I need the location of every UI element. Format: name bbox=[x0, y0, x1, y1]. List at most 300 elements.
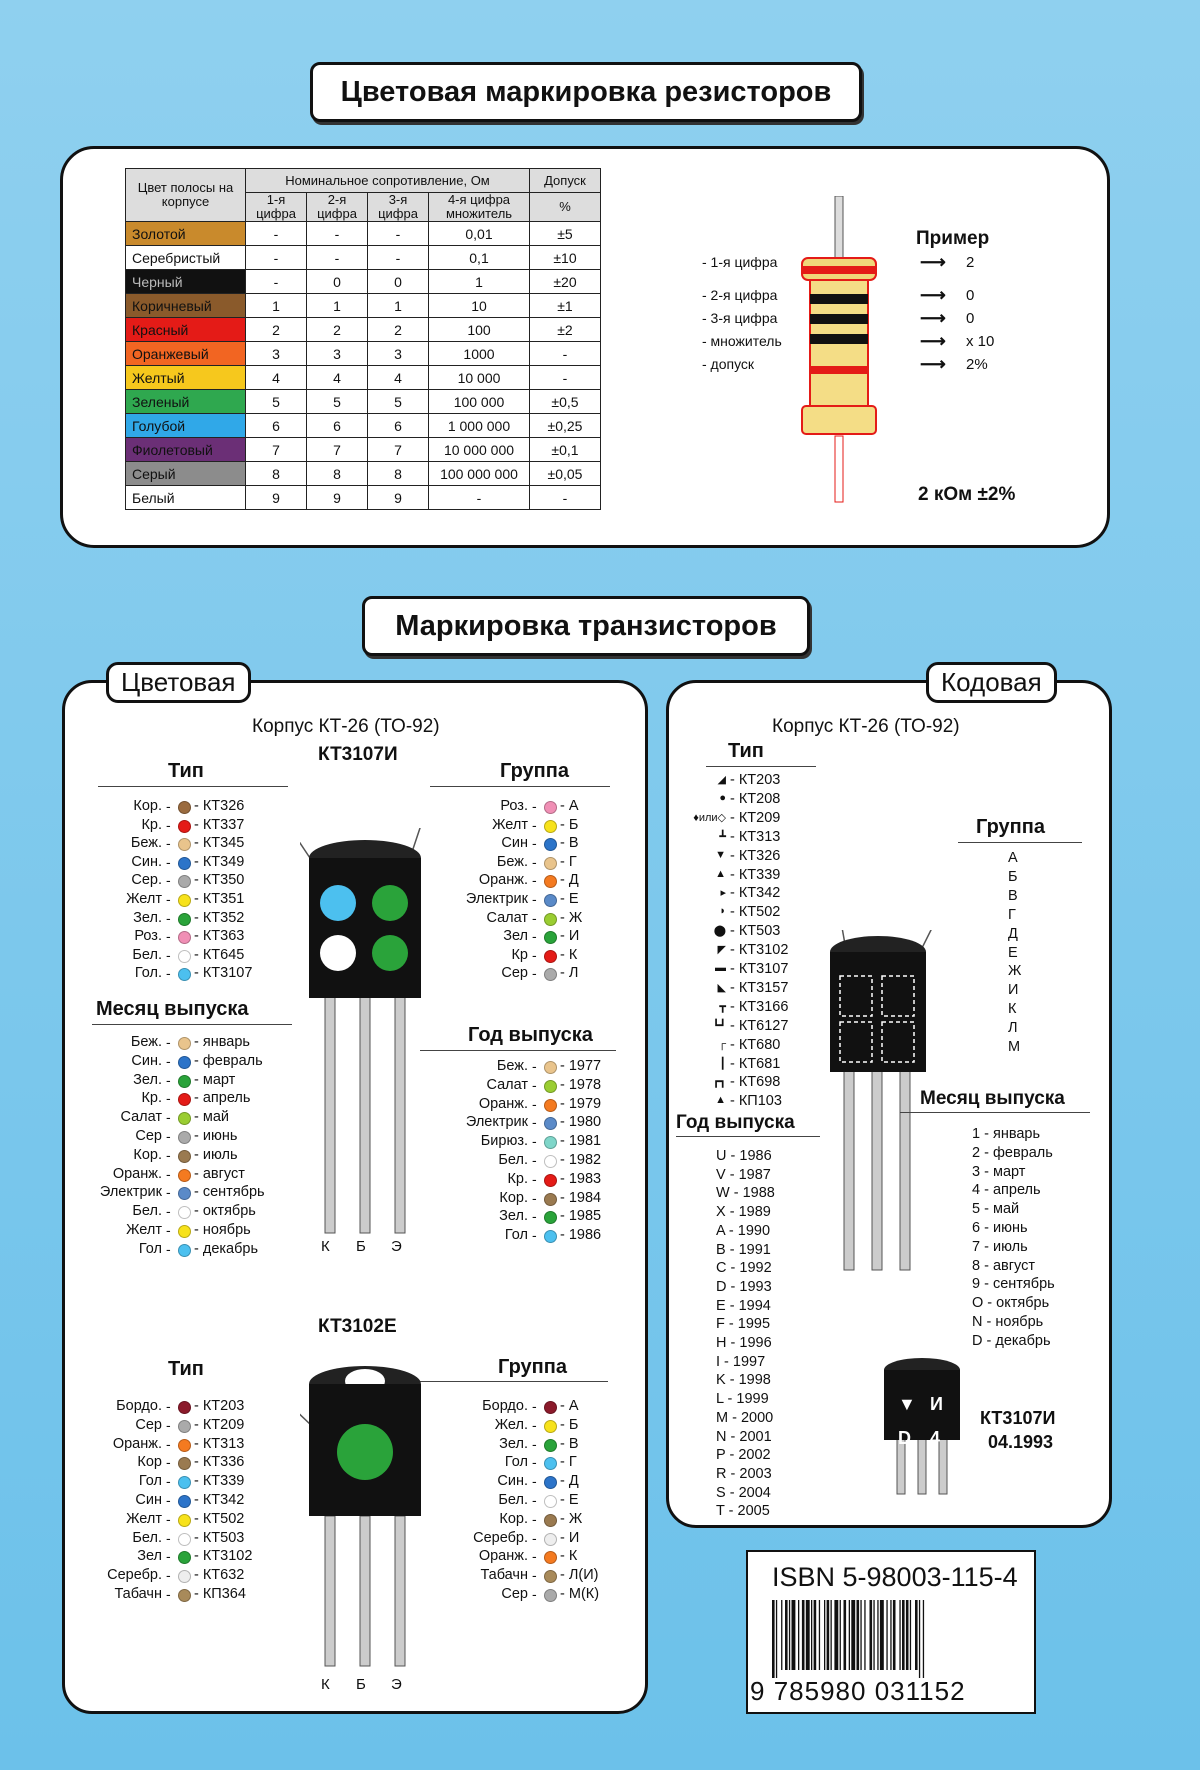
code-type-value: - КТ208 bbox=[730, 790, 781, 807]
dash: - bbox=[166, 1510, 171, 1527]
color-value: - 1979 bbox=[560, 1095, 602, 1112]
pin-label: Э bbox=[391, 1676, 402, 1693]
dash: - bbox=[532, 1076, 537, 1093]
code-example-mark: D bbox=[898, 1428, 911, 1448]
case-label-code: Корпус КТ-26 (ТО-92) bbox=[772, 716, 960, 737]
color-dot bbox=[544, 894, 557, 907]
color-value: - А bbox=[560, 1398, 579, 1414]
color-value: - КТ3102 bbox=[194, 1548, 253, 1565]
code-year-row: T - 2005 bbox=[716, 1503, 770, 1520]
code-year-row: M - 2000 bbox=[716, 1409, 774, 1426]
value-cell: 8 bbox=[368, 462, 429, 486]
color-value: - К bbox=[560, 1548, 578, 1565]
color-value: - КТ645 bbox=[194, 946, 245, 963]
value-cell: 0,1 bbox=[429, 246, 530, 270]
color-dot bbox=[178, 1150, 191, 1163]
color-code: Кор bbox=[137, 1454, 162, 1471]
value-cell: 6 bbox=[246, 414, 307, 438]
color-dot bbox=[544, 1401, 557, 1414]
code-type-value: - КТ209 bbox=[730, 809, 781, 826]
code-month-row: 5 - май bbox=[972, 1201, 1020, 1218]
value-cell: 8 bbox=[246, 462, 307, 486]
value-cell: 5 bbox=[246, 390, 307, 414]
color-code: Гол bbox=[138, 1240, 162, 1257]
color-code: Беж. bbox=[496, 853, 528, 870]
color-code: Беж. bbox=[130, 835, 162, 852]
color-value: - 1978 bbox=[560, 1076, 602, 1093]
dash: - bbox=[166, 853, 171, 870]
color-code: Электрик bbox=[99, 1184, 162, 1201]
dash: - bbox=[166, 1548, 171, 1565]
code-type-value: - КТ339 bbox=[730, 866, 781, 883]
color-dot bbox=[178, 1037, 191, 1050]
color-value: - КТ352 bbox=[194, 909, 245, 926]
color-dot bbox=[178, 1495, 191, 1508]
color-dot bbox=[544, 950, 557, 963]
code-type-symbol: ♦или◇ bbox=[693, 811, 726, 824]
code-month-row: D - декабрь bbox=[972, 1332, 1051, 1349]
code-type-symbol: ┌ bbox=[718, 1037, 726, 1050]
code-type-symbol: ▲ bbox=[715, 1094, 726, 1107]
dash: - bbox=[532, 1058, 537, 1074]
dash: - bbox=[166, 835, 171, 852]
dash: - bbox=[532, 965, 537, 982]
dash: - bbox=[532, 872, 537, 889]
color-name-cell: Золотой bbox=[126, 222, 246, 246]
value-cell: ±10 bbox=[530, 246, 601, 270]
value-cell: ±1 bbox=[530, 294, 601, 318]
dash: - bbox=[166, 1222, 171, 1238]
value-cell: 7 bbox=[368, 438, 429, 462]
color-dot bbox=[544, 820, 557, 833]
color-code: Син bbox=[501, 835, 528, 852]
value-cell: 5 bbox=[307, 390, 368, 414]
example-arrow: ⟶ bbox=[920, 308, 946, 328]
group-dot bbox=[372, 885, 408, 921]
code-type-symbol: ┏┓ bbox=[712, 1076, 726, 1089]
color-code: Бел. bbox=[132, 946, 162, 963]
dash: - bbox=[532, 1435, 537, 1452]
dash: - bbox=[532, 1227, 537, 1244]
color-code: Бордо. bbox=[482, 1398, 528, 1414]
value-cell: 100 000 bbox=[429, 390, 530, 414]
band-5 bbox=[810, 366, 868, 374]
color-code: Бирюз. bbox=[480, 1133, 528, 1150]
value-cell: ±0,05 bbox=[530, 462, 601, 486]
code-type-symbol: ⬤ bbox=[713, 925, 726, 938]
code-group-letter: В bbox=[1008, 887, 1018, 904]
color-code: Электрик bbox=[465, 891, 528, 907]
code-year-row: P - 2002 bbox=[716, 1447, 771, 1464]
dash: - bbox=[166, 1090, 171, 1107]
code-group-letter: Б bbox=[1008, 868, 1018, 885]
color-value: - КТ632 bbox=[194, 1567, 245, 1584]
value-cell: 1 000 000 bbox=[429, 414, 530, 438]
color-code: Гол bbox=[504, 1454, 528, 1471]
color-name-cell: Черный bbox=[126, 270, 246, 294]
code-year-row: N - 2001 bbox=[716, 1428, 772, 1445]
color-value: - М(К) bbox=[560, 1586, 600, 1602]
value-cell: - bbox=[368, 246, 429, 270]
color-dot bbox=[178, 1420, 191, 1433]
value-cell: 7 bbox=[307, 438, 368, 462]
color-dot bbox=[178, 1401, 191, 1414]
value-cell: ±5 bbox=[530, 222, 601, 246]
color-value: - декабрь bbox=[194, 1240, 259, 1257]
code-example-model: КТ3107И bbox=[980, 1408, 1056, 1428]
value-cell: 0,01 bbox=[429, 222, 530, 246]
code-year-row: A - 1990 bbox=[716, 1222, 771, 1239]
resistor-color-table bbox=[125, 168, 601, 510]
color-value: - Ж bbox=[560, 909, 583, 926]
dash: - bbox=[532, 1548, 537, 1565]
color-value: - Б bbox=[560, 816, 579, 833]
dash: - bbox=[532, 1095, 537, 1112]
value-cell: ±0,25 bbox=[530, 414, 601, 438]
color-code: Зел. bbox=[499, 1208, 528, 1225]
value-cell: - bbox=[307, 246, 368, 270]
color-code: Желт bbox=[126, 1222, 162, 1238]
color-dot bbox=[544, 1174, 557, 1187]
dash: - bbox=[532, 891, 537, 907]
value-cell: - bbox=[246, 222, 307, 246]
value-cell: 10 000 bbox=[429, 366, 530, 390]
example-band-label: - допуск bbox=[702, 356, 755, 372]
band-2 bbox=[810, 294, 868, 304]
example-band-label: - 1-я цифра bbox=[702, 254, 778, 270]
value-cell: 1 bbox=[368, 294, 429, 318]
dash: - bbox=[532, 1510, 537, 1527]
band-4 bbox=[810, 334, 868, 344]
code-year-row: I - 1997 bbox=[716, 1353, 766, 1370]
value-cell: 2 bbox=[368, 318, 429, 342]
color-code: Бел. bbox=[132, 1529, 162, 1546]
dash: - bbox=[532, 1114, 537, 1131]
code-example-date: 04.1993 bbox=[988, 1432, 1054, 1452]
code-type-value: - КТ6127 bbox=[730, 1017, 789, 1034]
value-cell: 7 bbox=[246, 438, 307, 462]
color-value: - КТ336 bbox=[194, 1454, 245, 1471]
code-month-row: 3 - март bbox=[972, 1163, 1026, 1180]
code-type-value: - КТ3166 bbox=[730, 998, 789, 1015]
color-dot bbox=[178, 1075, 191, 1088]
color-value: - февраль bbox=[194, 1052, 263, 1069]
color-value: - июль bbox=[194, 1146, 238, 1163]
value-cell: 4 bbox=[368, 366, 429, 390]
color-code: Желт bbox=[126, 891, 162, 907]
color-code: Зел bbox=[503, 928, 528, 945]
code-year-row: L - 1999 bbox=[716, 1391, 769, 1408]
code-type-value: - КТ342 bbox=[730, 885, 781, 902]
color-value: - Ж bbox=[560, 1510, 583, 1527]
color-value: - КТ345 bbox=[194, 835, 245, 852]
value-cell: - bbox=[246, 246, 307, 270]
color-dot bbox=[178, 820, 191, 833]
color-code: Кор. bbox=[133, 1146, 162, 1163]
example-band-value: x 10 bbox=[966, 333, 995, 350]
color-dot bbox=[544, 1080, 557, 1093]
color-code: Желт bbox=[126, 1510, 162, 1527]
example-title: Пример bbox=[916, 228, 990, 249]
code-type-symbol: ◣ bbox=[717, 981, 726, 994]
color-name-cell: Желтый bbox=[126, 366, 246, 390]
color-value: - КТ313 bbox=[194, 1435, 245, 1452]
dash: - bbox=[166, 1071, 171, 1088]
example-band-label: - 2-я цифра bbox=[702, 287, 778, 303]
color-code: Сер bbox=[501, 1586, 528, 1602]
pin-label: К bbox=[321, 1676, 330, 1693]
value-cell: 3 bbox=[368, 342, 429, 366]
color-name-cell: Зеленый bbox=[126, 390, 246, 414]
dash: - bbox=[532, 1133, 537, 1150]
color-value: - 1981 bbox=[560, 1133, 602, 1150]
code-type-value: - КТ3102 bbox=[730, 942, 789, 959]
code-group-letter: Е bbox=[1008, 944, 1018, 961]
color-value: - 1977 bbox=[560, 1058, 602, 1074]
code-year-row: D - 1993 bbox=[716, 1278, 772, 1295]
color-code: Зел bbox=[137, 1548, 162, 1565]
code-year-row: W - 1988 bbox=[716, 1185, 775, 1202]
pin-label: Б bbox=[356, 1676, 366, 1693]
color-code: Гол bbox=[504, 1227, 528, 1244]
color-dot bbox=[544, 1514, 557, 1527]
color-dot bbox=[178, 1056, 191, 1069]
value-cell: 10 000 000 bbox=[429, 438, 530, 462]
table-row bbox=[126, 246, 601, 270]
code-group-letter: Д bbox=[1008, 925, 1018, 942]
code-type-value: - КТ313 bbox=[730, 828, 781, 845]
code-year-row: S - 2004 bbox=[716, 1484, 771, 1501]
example-arrow: ⟶ bbox=[920, 354, 946, 374]
color-value: - КТ502 bbox=[194, 1510, 245, 1527]
dash: - bbox=[166, 1529, 171, 1546]
code-year-row: C - 1992 bbox=[716, 1260, 772, 1277]
code-group-letter: М bbox=[1008, 1039, 1021, 1055]
code-month-row: 9 - сентябрь bbox=[972, 1276, 1055, 1293]
table-row bbox=[126, 438, 601, 462]
dash: - bbox=[166, 798, 171, 814]
color-code: Кр. bbox=[507, 1170, 528, 1187]
color-code: Беж. bbox=[130, 1034, 162, 1050]
color-name-cell: Голубой bbox=[126, 414, 246, 438]
table-row bbox=[126, 462, 601, 486]
color-code: Оранж. bbox=[112, 1165, 162, 1182]
color-value: - октябрь bbox=[194, 1203, 256, 1220]
type-dot-2 bbox=[337, 1424, 393, 1480]
dash: - bbox=[166, 1416, 171, 1433]
example-band-value: 0 bbox=[966, 287, 975, 304]
table-row bbox=[126, 222, 601, 246]
color-dot bbox=[544, 1420, 557, 1433]
color-code: Салат bbox=[486, 909, 528, 926]
value-cell: - bbox=[530, 366, 601, 390]
type-title-2: Тип bbox=[168, 1358, 204, 1380]
transistor-kt3102-body bbox=[300, 1356, 430, 1672]
color-value: - июнь bbox=[194, 1128, 238, 1144]
value-cell: - bbox=[530, 342, 601, 366]
color-dot bbox=[178, 1533, 191, 1546]
band-3 bbox=[810, 314, 868, 324]
color-dot bbox=[178, 857, 191, 870]
transistor-section-title: Маркировка транзисторов bbox=[362, 596, 810, 656]
color-value: - 1982 bbox=[560, 1152, 602, 1168]
code-type-value: - КТ503 bbox=[730, 923, 781, 940]
color-code: Кор. bbox=[499, 1510, 528, 1527]
tab-color: Цветовая bbox=[106, 662, 251, 703]
dash: - bbox=[532, 1416, 537, 1433]
band-1 bbox=[802, 266, 876, 274]
color-value: - январь bbox=[194, 1034, 250, 1050]
example-arrow: ⟶ bbox=[920, 285, 946, 305]
table-row bbox=[126, 390, 601, 414]
value-cell: 6 bbox=[368, 414, 429, 438]
color-dot bbox=[178, 1514, 191, 1527]
dash: - bbox=[166, 909, 171, 926]
code-month-row: 8 - август bbox=[972, 1257, 1036, 1274]
color-value: - И bbox=[560, 928, 580, 945]
code-type-value: - КТ502 bbox=[730, 904, 781, 921]
color-code: Салат bbox=[120, 1109, 162, 1126]
color-value: - Е bbox=[560, 891, 579, 907]
transistor-kt3107-body bbox=[300, 828, 430, 1238]
color-value: - А bbox=[560, 798, 579, 814]
color-code: Зел. bbox=[133, 1071, 162, 1088]
value-cell: 10 bbox=[429, 294, 530, 318]
dash: - bbox=[166, 1454, 171, 1471]
pin-label: Э bbox=[391, 1238, 402, 1255]
dash: - bbox=[166, 946, 171, 963]
color-dot bbox=[544, 1155, 557, 1168]
dash: - bbox=[532, 816, 537, 833]
color-code: Оранж. bbox=[478, 1095, 528, 1112]
code-type-symbol: ┗┛ bbox=[712, 1019, 726, 1032]
table-row bbox=[126, 294, 601, 318]
color-value: - КП364 bbox=[194, 1586, 246, 1602]
value-cell: - bbox=[429, 486, 530, 510]
code-type-symbol: ┃ bbox=[719, 1057, 726, 1070]
code-year-row: E - 1994 bbox=[716, 1297, 771, 1314]
dash: - bbox=[166, 965, 171, 982]
color-dot bbox=[178, 1225, 191, 1238]
pin-label: К bbox=[321, 1238, 330, 1255]
resistor-section-title: Цветовая маркировка резисторов bbox=[310, 62, 862, 122]
color-value: - КТ209 bbox=[194, 1416, 245, 1433]
isbn-digits: 9 785980 031152 bbox=[750, 1676, 966, 1706]
color-dot bbox=[544, 913, 557, 926]
color-dot bbox=[178, 1589, 191, 1602]
code-group-letter: Л bbox=[1008, 1020, 1018, 1037]
color-value: - Д bbox=[560, 872, 579, 889]
color-code: Сер bbox=[135, 1416, 162, 1433]
example-arrow: ⟶ bbox=[920, 331, 946, 351]
code-year-row: B - 1991 bbox=[716, 1241, 771, 1258]
value-cell: ±2 bbox=[530, 318, 601, 342]
case-label-color: Корпус КТ-26 (ТО-92) bbox=[252, 716, 440, 737]
color-dot bbox=[544, 1533, 557, 1546]
code-type-symbol: ▲ bbox=[715, 867, 726, 880]
dash: - bbox=[166, 1492, 171, 1508]
color-dot bbox=[544, 1099, 557, 1112]
code-type-value: - КТ3157 bbox=[730, 979, 789, 996]
dash: - bbox=[532, 1567, 537, 1584]
dash: - bbox=[166, 1034, 171, 1050]
color-dot bbox=[544, 801, 557, 814]
dash: - bbox=[166, 1473, 171, 1490]
color-value: - В bbox=[560, 835, 579, 852]
code-type-symbol: ▬ bbox=[715, 962, 726, 974]
value-cell: - bbox=[530, 486, 601, 510]
value-cell: ±0,5 bbox=[530, 390, 601, 414]
color-code: Роз. bbox=[500, 798, 528, 814]
code-type-symbol: ◢ bbox=[717, 774, 726, 786]
dash: - bbox=[532, 798, 537, 814]
value-cell: 4 bbox=[307, 366, 368, 390]
color-code: Гол. bbox=[134, 965, 162, 982]
color-value: - КТ339 bbox=[194, 1473, 245, 1490]
code-year-row: U - 1986 bbox=[716, 1148, 772, 1164]
dash: - bbox=[166, 891, 171, 907]
color-dot bbox=[178, 1244, 191, 1257]
dash: - bbox=[166, 1398, 171, 1414]
color-value: - 1980 bbox=[560, 1114, 602, 1131]
type-dot bbox=[320, 885, 356, 921]
value-cell: 2 bbox=[307, 318, 368, 342]
code-month-row: O - октябрь bbox=[972, 1295, 1050, 1312]
value-cell: 1 bbox=[429, 270, 530, 294]
value-cell: ±0,1 bbox=[530, 438, 601, 462]
model-kt3107: КТ3107И bbox=[318, 744, 398, 765]
color-name-cell: Серебристый bbox=[126, 246, 246, 270]
color-code: Роз. bbox=[134, 928, 162, 945]
dash: - bbox=[532, 1586, 537, 1602]
color-name-cell: Оранжевый bbox=[126, 342, 246, 366]
color-dot bbox=[178, 950, 191, 963]
color-code: Син. bbox=[497, 1473, 528, 1490]
color-code: Табачн bbox=[114, 1586, 162, 1602]
dash: - bbox=[532, 1398, 537, 1414]
value-cell: 0 bbox=[368, 270, 429, 294]
color-value: - Е bbox=[560, 1492, 579, 1508]
example-band-value: 0 bbox=[966, 310, 975, 327]
dash: - bbox=[166, 1586, 171, 1602]
example-band-label: - 3-я цифра bbox=[702, 310, 778, 326]
dash: - bbox=[166, 1567, 171, 1584]
value-cell: 1000 bbox=[429, 342, 530, 366]
color-value: - КТ3107 bbox=[194, 965, 253, 982]
header-d2: 2-я цифра bbox=[307, 193, 368, 222]
isbn-text: ISBN 5-98003-115-4 bbox=[772, 1562, 1018, 1592]
value-cell: 0 bbox=[307, 270, 368, 294]
dash: - bbox=[166, 816, 171, 833]
code-type-symbol: ▸ bbox=[720, 887, 726, 900]
color-code: Серебр. bbox=[473, 1529, 528, 1546]
color-value: - 1984 bbox=[560, 1189, 602, 1206]
dash: - bbox=[532, 1208, 537, 1225]
model-kt3102: КТ3102Е bbox=[318, 1316, 397, 1337]
color-dot bbox=[544, 857, 557, 870]
color-dot bbox=[544, 1495, 557, 1508]
example-band-value: 2% bbox=[966, 356, 988, 373]
color-code: Бел. bbox=[498, 1152, 528, 1168]
year-dot bbox=[372, 935, 408, 971]
header-tolerance: Допуск bbox=[530, 169, 601, 193]
color-code: Кор. bbox=[133, 798, 162, 814]
color-code: Оранж. bbox=[478, 1548, 528, 1565]
table-row bbox=[126, 414, 601, 438]
value-cell: 9 bbox=[246, 486, 307, 510]
color-value: - КТ503 bbox=[194, 1529, 245, 1546]
color-code: Сер. bbox=[131, 872, 162, 889]
